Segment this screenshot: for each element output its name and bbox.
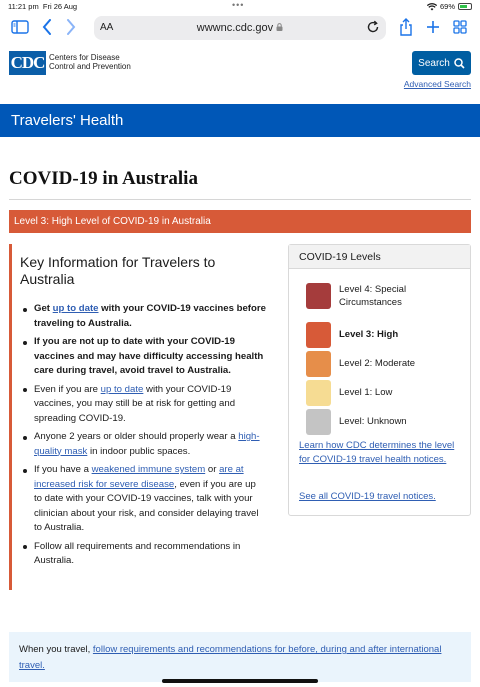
key-info-panel (9, 244, 271, 590)
list-item: Even if you are up to date with your COVID-19 vaccines, you may still be at risk for getting and spreading COVID-19. (20, 383, 266, 427)
list-item: If you are not up to date with your COVID-19 vaccines and may have difficulty accessing health care during travel, avoid travel to Australia. (20, 335, 266, 379)
org-name-line1: Centers for Disease (49, 53, 120, 62)
travel-box-text: When you travel, (19, 644, 93, 655)
level-unknown-swatch (306, 409, 331, 435)
tabs-overview-icon[interactable] (451, 17, 469, 37)
travelers-health-banner[interactable] (0, 104, 480, 137)
search-button-label: Search (418, 57, 450, 69)
learn-how-levels-link[interactable]: Learn how CDC determines the level for COVID-19 travel health notices. (299, 440, 455, 465)
search-button[interactable] (412, 51, 471, 75)
level-1-label: Level 1: Low (339, 387, 393, 398)
level-unknown-row (306, 409, 466, 435)
level-4-swatch (306, 283, 331, 309)
level-unknown-label: Level: Unknown (339, 416, 407, 427)
browser-toolbar (0, 13, 480, 43)
up-to-date-link[interactable]: up to date (52, 303, 99, 314)
covid-levels-title: COVID-19 Levels (289, 245, 470, 269)
list-item: Follow all requirements and recommendations in Australia. (20, 540, 266, 569)
list-item: If you have a weakened immune system or are at increased risk for severe disease, even if you are up to date with your COVID-19 vaccines, talk with your clinician about your risk, and consider delaying travel to Australia. (20, 463, 266, 536)
reload-icon[interactable] (366, 20, 380, 39)
url-text: wwwnc.cdc.gov (94, 22, 386, 34)
advanced-search-link[interactable]: Advanced Search (403, 79, 471, 89)
level-1-swatch (306, 380, 331, 406)
title-divider (9, 199, 471, 200)
level-2-label: Level 2: Moderate (339, 358, 416, 369)
wifi-icon (427, 3, 437, 11)
status-right (427, 2, 472, 11)
reader-aa-button[interactable]: AA (100, 22, 114, 33)
level-4-row (306, 283, 466, 309)
weakened-immune-system-link[interactable]: weakened immune system (91, 464, 206, 475)
address-bar[interactable] (94, 16, 386, 40)
org-name-line2: Control and Prevention (49, 62, 131, 71)
level-3-label: Level 3: High (339, 329, 399, 340)
travel-requirements-box (9, 632, 471, 682)
cdc-logo[interactable]: CDC (9, 51, 46, 75)
new-tab-icon[interactable] (424, 17, 442, 37)
status-time: 11:21 pm Fri 26 Aug (8, 2, 78, 11)
multitasking-dots-icon[interactable]: ••• (232, 0, 245, 10)
increased-risk-link[interactable]: are at increased risk for severe disease (34, 464, 244, 490)
level-3-swatch (306, 322, 331, 348)
section-banner-title: Travelers' Health (11, 112, 124, 129)
sidebar-icon[interactable] (10, 17, 30, 37)
search-icon (454, 58, 465, 69)
battery-icon (458, 3, 472, 10)
level-banner: Level 3: High Level of COVID-19 in Australia (9, 210, 471, 233)
see-all-notices-link[interactable]: See all COVID-19 travel notices. (299, 491, 436, 502)
list-item: Get up to date with your COVID-19 vaccines before traveling to Australia. (20, 302, 266, 331)
covid-levels-card (288, 244, 471, 516)
forward-icon[interactable] (64, 17, 78, 37)
high-quality-mask-link[interactable]: high-quality mask (34, 431, 260, 457)
travel-requirements-link[interactable]: follow requirements and recommendations for before, during and after international travel. (19, 644, 442, 671)
key-info-heading: Key Information for Travelers to Australia (20, 254, 216, 287)
level-4-label: Level 4: Special Circumstances (339, 284, 407, 308)
cdc-org-name (49, 53, 169, 71)
status-bar (0, 0, 480, 13)
list-item: Anyone 2 years or older should properly wear a high-quality mask in indoor public spaces. (20, 430, 266, 459)
battery-percent: 69% (439, 2, 455, 11)
lock-icon (276, 23, 283, 31)
key-info-list (20, 302, 266, 573)
level-3-row (306, 322, 466, 348)
level-2-row (306, 351, 466, 377)
back-icon[interactable] (40, 17, 54, 37)
level-2-swatch (306, 351, 331, 377)
share-icon[interactable] (396, 17, 416, 37)
up-to-date-link[interactable]: up to date (100, 383, 144, 395)
page-title: COVID-19 in Australia (9, 168, 198, 189)
home-indicator[interactable] (162, 679, 318, 683)
level-1-row (306, 380, 466, 406)
